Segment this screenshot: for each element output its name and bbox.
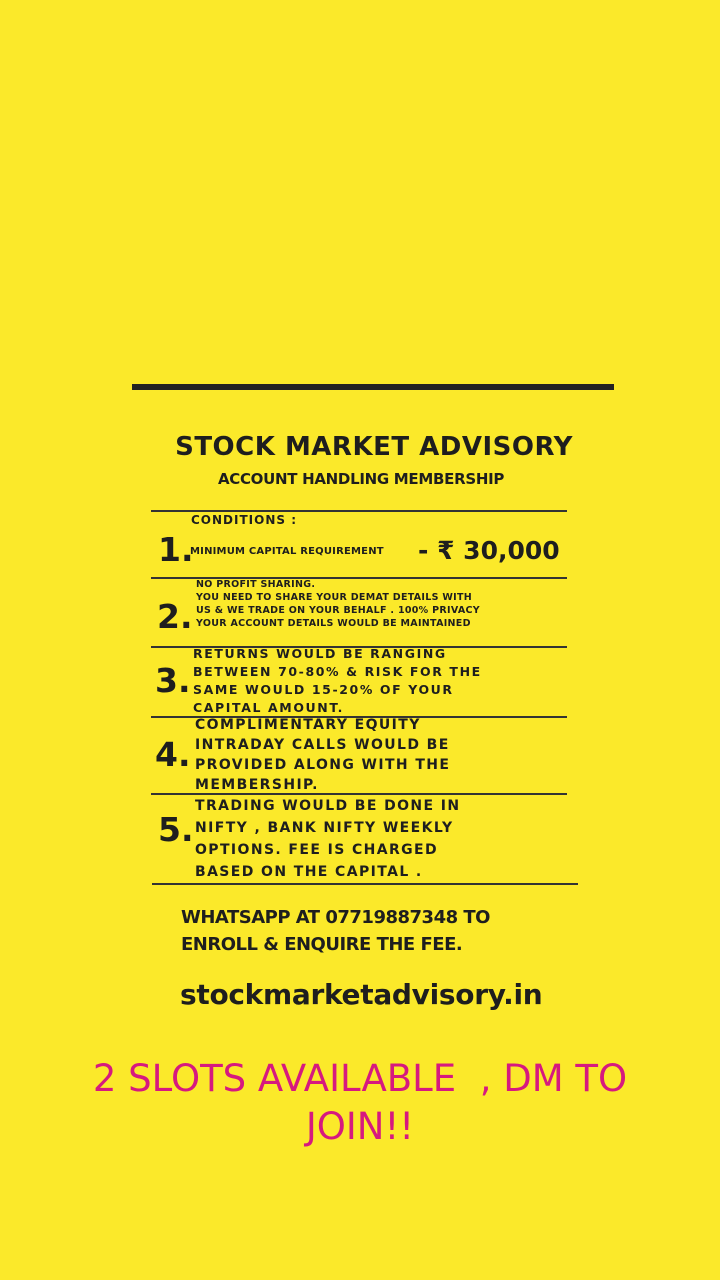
condition-5-text: TRADING WOULD BE DONE IN NIFTY , BANK NIFTY WEEKLY OPTIONS. FEE IS CHARGED BASED ON THE CAPITAL . [195, 798, 461, 880]
poster-title: STOCK MARKET ADVISORY [175, 432, 573, 462]
condition-2-number: 2. [157, 597, 193, 636]
condition-4-text: COMPLIMENTARY EQUITY INTRADAY CALLS WOULD BE PROVIDED ALONG WITH THE MEMBERSHIP. [195, 717, 451, 793]
condition-2-text: NO PROFIT SHARING. YOU NEED TO SHARE YOUR DEMAT DETAILS WITH US & WE TRADE ON YOUR BEHALF . 100% PRIVACY YOUR ACCOUNT DETAILS WOULD BE MAINTAINED [196, 579, 480, 629]
website-url: stockmarketadvisory.in [180, 978, 543, 1011]
top-divider [132, 384, 614, 390]
condition-1-number: 1. [158, 530, 194, 569]
condition-1-text: MINIMUM CAPITAL REQUIREMENT [190, 546, 384, 557]
divider [151, 510, 567, 512]
divider [152, 883, 578, 885]
condition-4-number: 4. [155, 735, 191, 774]
poster-subtitle: ACCOUNT HANDLING MEMBERSHIP [217, 470, 505, 488]
conditions-label: CONDITIONS : [191, 513, 297, 527]
condition-3-number: 3. [155, 661, 191, 700]
condition-3-text: RETURNS WOULD BE RANGING BETWEEN 70-80% & RISK FOR THE SAME WOULD 15-20% OF YOUR CAPITAL AMOUNT. [193, 646, 482, 715]
condition-5-number: 5. [158, 810, 194, 849]
whatsapp-contact: WHATSAPP AT 07719887348 TO ENROLL & ENQUIRE THE FEE. [181, 907, 490, 955]
capital-amount: - ₹ 30,000 [418, 536, 560, 565]
slots-overlay-text: 2 SLOTS AVAILABLE , DM TO JOIN!! [92, 1057, 628, 1148]
